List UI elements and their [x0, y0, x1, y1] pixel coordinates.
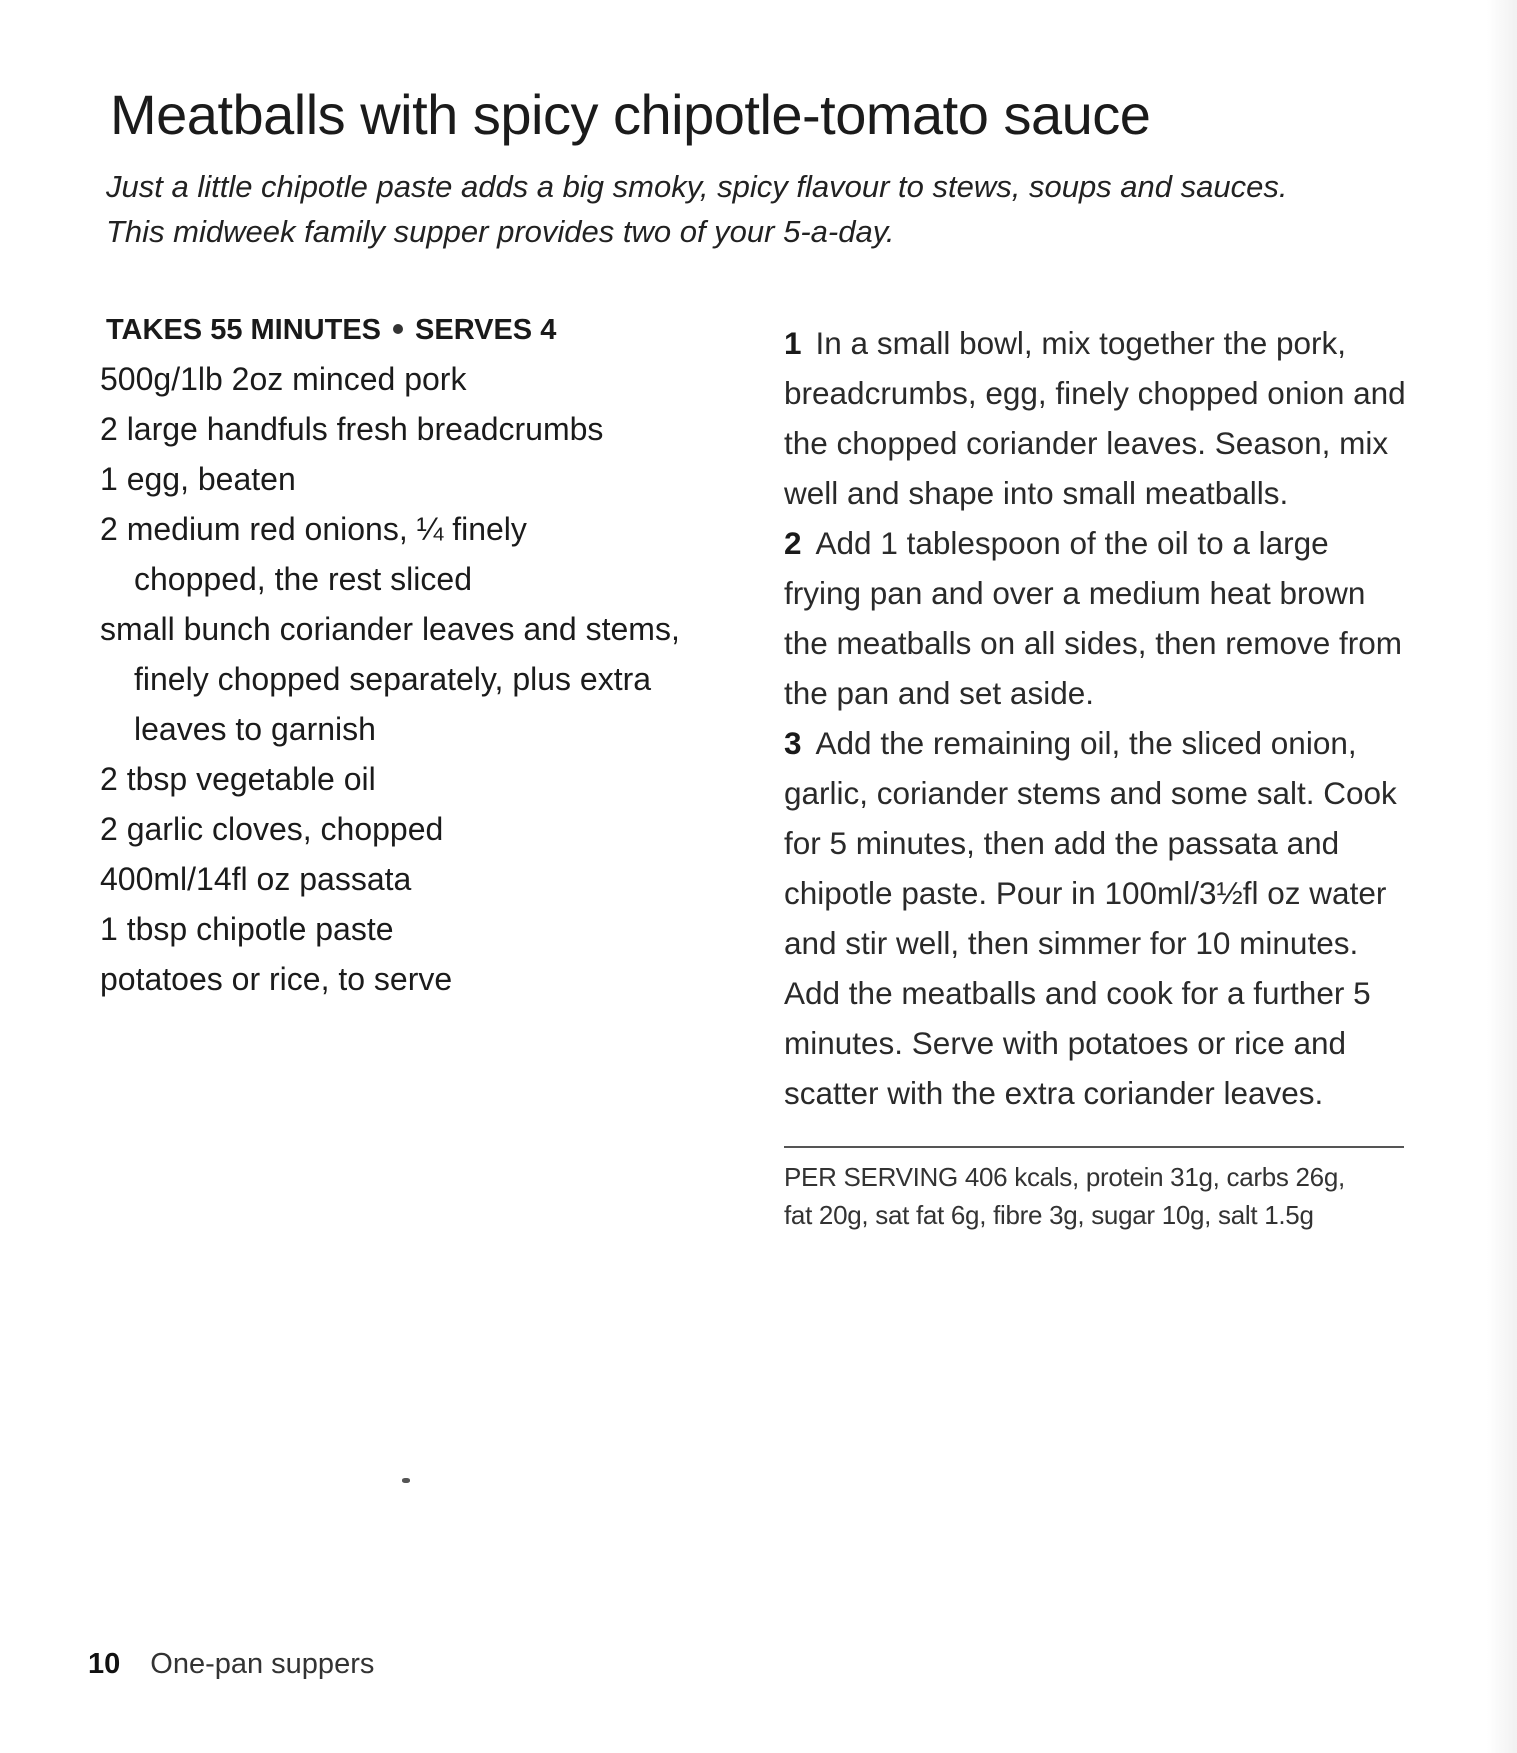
- recipe-title: Meatballs with spicy chipotle-tomato sauce: [110, 83, 1151, 146]
- print-speck: [402, 1478, 410, 1483]
- recipe-intro: [106, 164, 1436, 254]
- method-step: [784, 518, 1414, 718]
- ingredient-item: potatoes or rice, to serve: [100, 961, 453, 997]
- nutrition-info: [784, 1158, 1414, 1234]
- ingredients-list: [100, 354, 700, 1004]
- section-name: One-pan suppers: [150, 1648, 375, 1680]
- method-step: [784, 718, 1414, 1118]
- page-number: 10: [88, 1648, 121, 1680]
- method-step: [784, 318, 1414, 518]
- ingredient-item: 1 tbsp chipotle paste: [100, 911, 394, 947]
- method-column: [784, 318, 1414, 1234]
- recipe-meta: [106, 310, 700, 350]
- bullet-dot-icon: [393, 324, 403, 334]
- step-text: In a small bowl, mix together the pork, breadcrumbs, egg, finely chopped onion and the chopped coriander leaves. Season, mix well and shape into small meatballs.: [784, 325, 1406, 511]
- ingredient-item: 400ml/14fl oz passata: [100, 861, 412, 897]
- step-number: 3: [784, 725, 802, 761]
- takes-time: TAKES 55 MINUTES: [106, 314, 382, 346]
- step-text: Add 1 tablespoon of the oil to a large frying pan and over a medium heat brown the meatballs on all sides, then remove from the pan and set aside.: [784, 525, 1403, 711]
- ingredient-item: 500g/1lb 2oz minced pork: [100, 361, 467, 397]
- step-number: 2: [784, 525, 802, 561]
- page-edge-shadow: [1487, 0, 1517, 1753]
- ingredients-column: [100, 310, 700, 1004]
- page-footer: [88, 1648, 374, 1681]
- serves-count: SERVES 4: [415, 314, 557, 346]
- ingredient-item: small bunch coriander leaves and stems, finely chopped separately, plus extra leaves to garnish: [100, 611, 680, 747]
- intro-line: This midweek family supper provides two of your 5-a-day.: [106, 214, 895, 249]
- ingredient-item: 2 tbsp vegetable oil: [100, 761, 376, 797]
- nutrition-divider: [784, 1146, 1404, 1148]
- ingredient-item: 2 large handfuls fresh breadcrumbs: [100, 411, 604, 447]
- nutrition-line: fat 20g, sat fat 6g, fibre 3g, sugar 10g, salt 1.5g: [784, 1200, 1314, 1230]
- step-text: Add the remaining oil, the sliced onion, garlic, coriander stems and some salt. Cook for 5 minutes, then add the passata and chipotle paste. Pour in 100ml/3½fl oz water and stir well, then simmer for 10 minutes. Add the meatballs and cook for a further 5 minutes. Serve with potatoes or rice and scatter with the extra coriander leaves.: [784, 725, 1397, 1111]
- ingredient-item: 2 medium red onions, ¼ finely chopped, the rest sliced: [100, 511, 527, 597]
- intro-line: Just a little chipotle paste adds a big smoky, spicy flavour to stews, soups and sauces.: [106, 169, 1288, 204]
- nutrition-line: PER SERVING 406 kcals, protein 31g, carbs 26g,: [784, 1162, 1345, 1192]
- step-number: 1: [784, 325, 802, 361]
- ingredient-item: 1 egg, beaten: [100, 461, 296, 497]
- ingredient-item: 2 garlic cloves, chopped: [100, 811, 444, 847]
